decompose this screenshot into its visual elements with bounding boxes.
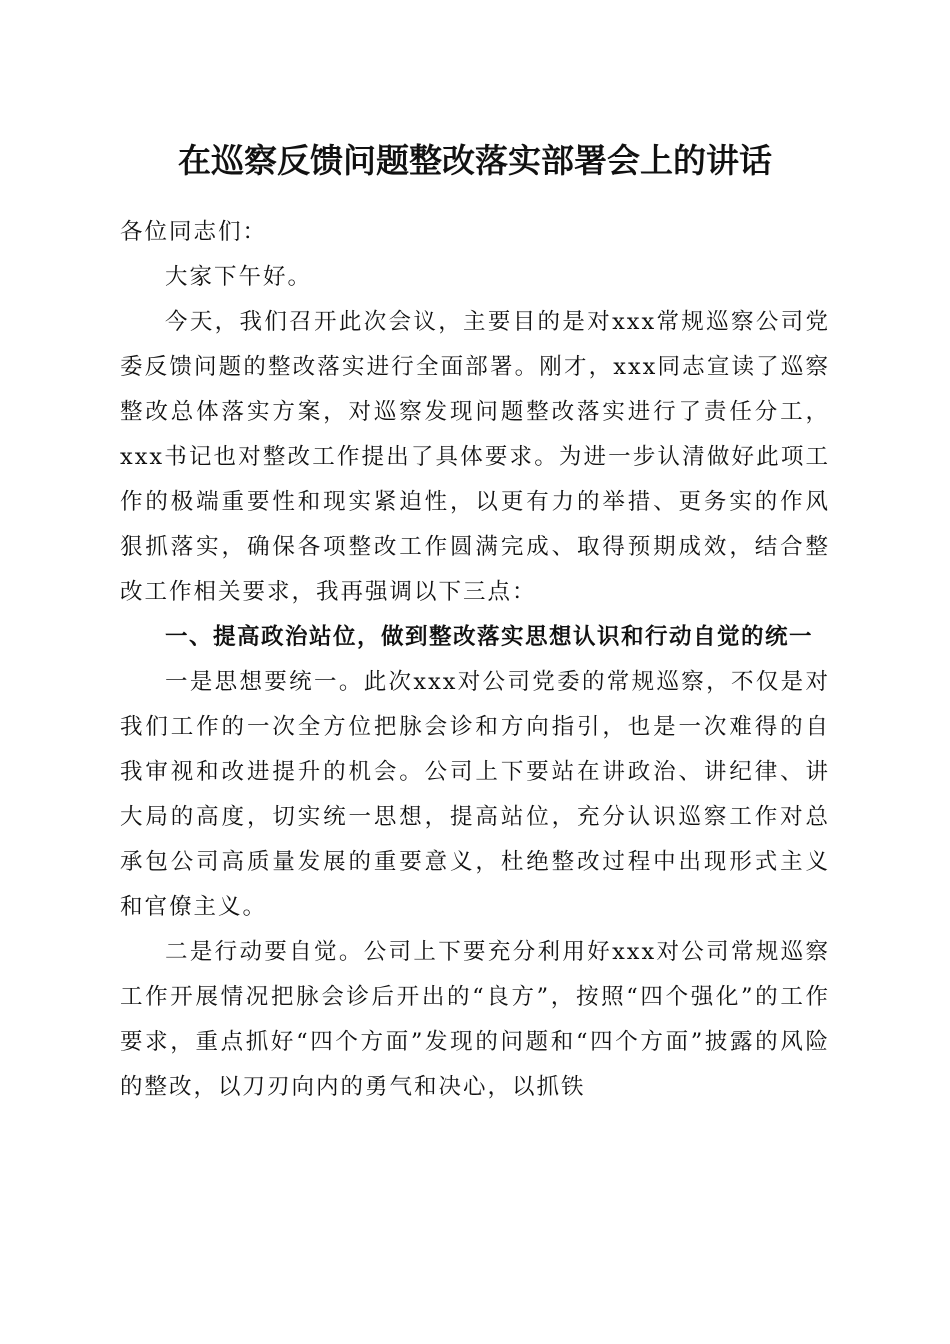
point-lead-1: 一是思想要统一。 [165,669,364,695]
document-body [120,210,830,1110]
section-heading-1: 一、提高政治站位，做到整改落实思想认识和行动自觉的统一 [165,624,814,650]
document-title: 在巡察反馈问题整改落实部署会上的讲话 [178,141,772,180]
point-paragraph-2 [120,930,830,1110]
point-text-1: 此次xxx对公司党委的常规巡察，不仅是对我们工作的一次全方位把脉会诊和方向指引，也是一次难得的自我审视和改进提升的机会。公司上下要站在讲政治、讲纪律、讲大局的高度，切实统一思想，提高站位，充分认识巡察工作对总承包公司高质量发展的重要意义，杜绝整改过程中出现形式主义和官僚主义。 [120,669,830,920]
document-page [120,0,830,1110]
intro-paragraph: 今天，我们召开此次会议，主要目的是对xxx常规巡察公司党委反馈问题的整改落实进行全面部署。刚才，xxx同志宣读了巡察整改总体落实方案，对巡察发现问题整改落实进行了责任分工，xxx书记也对整改工作提出了具体要求。为进一步认清做好此项工作的极端重要性和现实紧迫性，以更有力的举措、更务实的作风狠抓落实，确保各项整改工作圆满完成、取得预期成效，结合整改工作相关要求，我再强调以下三点： [120,309,830,605]
greeting-paragraph: 大家下午好。 [165,264,313,290]
point-paragraph-1 [120,660,830,930]
salutation: 各位同志们： [120,219,268,245]
point-lead-2: 二是行动要自觉。 [165,939,364,965]
point-text-2: 公司上下要充分利用好xxx对公司常规巡察工作开展情况把脉会诊后开出的“良方”，按照“四个强化”的工作要求，重点抓好“四个方面”发现的问题和“四个方面”披露的风险的整改，以刀刃向内的勇气和决心，以抓铁 [120,939,830,1100]
